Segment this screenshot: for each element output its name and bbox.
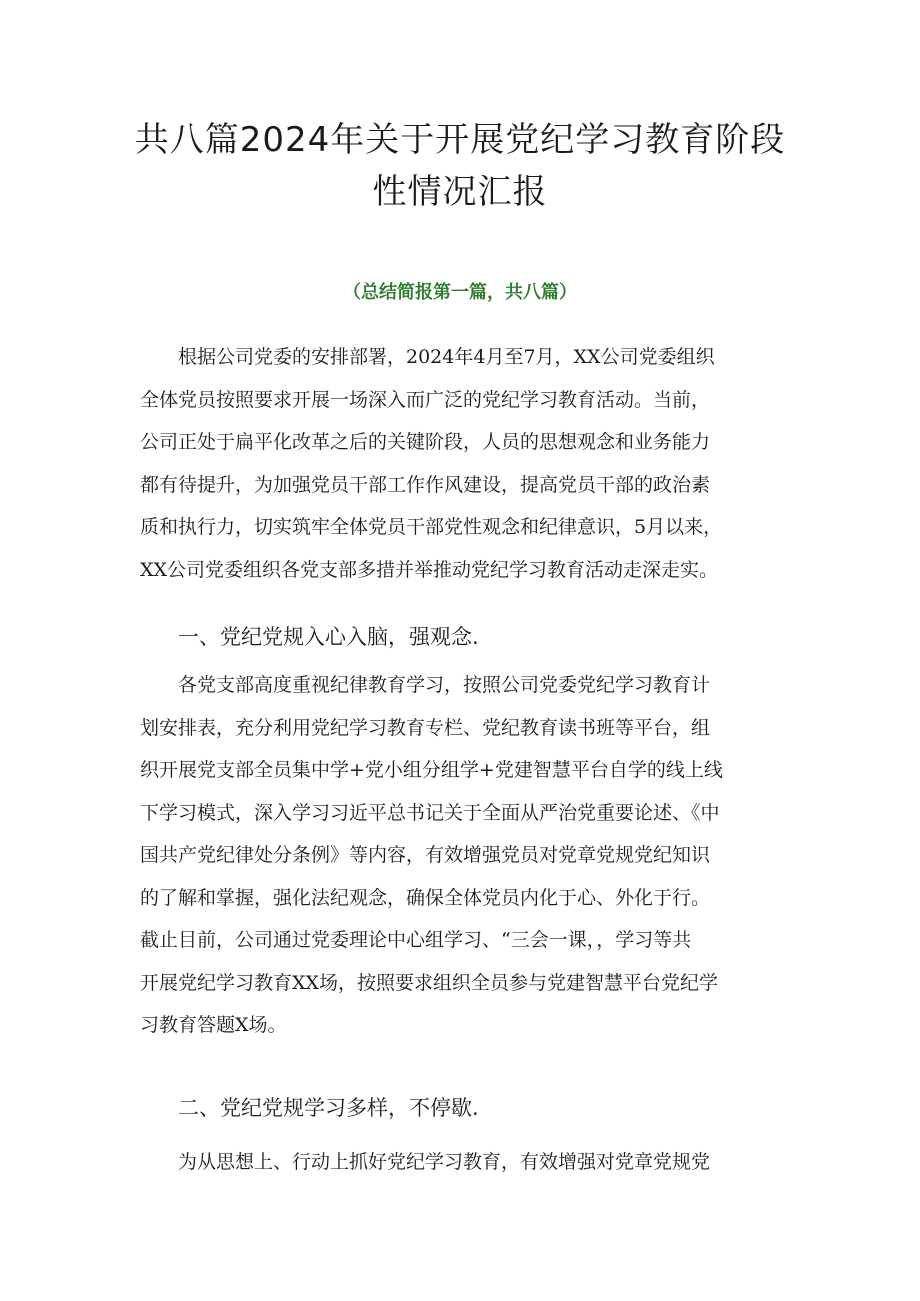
paragraph-line: 为从思想上、行动上抓好党纪学习教育，有效增强对党章党规党 [178,1151,711,1173]
paragraph-line: 开展党纪学习教育XX场，按照要求组织全员参与党建智慧平台党纪学 [140,971,719,994]
paragraph-line: XX公司党委组织各党支部多措并举推动党纪学习教育活动走深走实。 [140,558,719,581]
paragraph-section-1 [140,664,800,1047]
paragraph-line: 习教育答题X场。 [140,1014,287,1036]
paragraph-line: 的了解和掌握，强化法纪观念，确保全体党员内化于心、外化于行。 [140,886,711,909]
paragraph-line: 根据公司党委的安排部署，2024年4月至7月，XX公司党委组织 [178,346,715,368]
paragraph-line: 各党支部高度重视纪律教育学习，按照公司党委党纪学习教育计 [178,674,711,696]
paragraph-line: 公司正处于扁平化改革之后的关键阶段，人员的思想观念和业务能力 [140,431,711,453]
paragraph-section-2 [140,1141,800,1184]
paragraph-line: 织开展党支部全员集中学+党小组分组学+党建智慧平台自学的线上线 [140,759,723,781]
document-title-line-1: 共八篇2024年关于开展党纪学习教育阶段 [134,120,786,160]
paragraph-line: 划安排表，充分利用党纪学习教育专栏、党纪教育读书班等平台，组 [140,716,711,739]
paragraph-line: 截止目前，公司通过党委理论中心组学习、“三会一课，，学习等共 [140,929,692,951]
paragraph-intro [140,336,800,591]
paragraph-line: 都有待提升，为加强党员干部工作作风建设，提高党员干部的政治素 [140,473,711,496]
paragraph-line: 全体党员按照要求开展一场深入而广泛的党纪学习教育活动。当前， [140,388,711,411]
paragraph-line: 国共产党纪律处分条例》等内容，有效增强党员对党章党规党纪知识 [140,844,711,866]
section-heading-2: 二、党纪党规学习多样，不停歇. [178,1096,479,1120]
paragraph-line: 质和执行力，切实筑牢全体党员干部党性观念和纪律意识，5月以来， [140,516,723,538]
document-title-line-2: 性情况汇报 [372,172,548,212]
paragraph-line: 下学习模式，深入学习习近平总书记关于全面从严治党重要论述、《中 [140,801,720,824]
section-heading-1: 一、党纪党规入心入脑，强观念. [178,625,479,649]
document-subtitle: （总结简报第一篇，共八篇） [343,282,577,303]
